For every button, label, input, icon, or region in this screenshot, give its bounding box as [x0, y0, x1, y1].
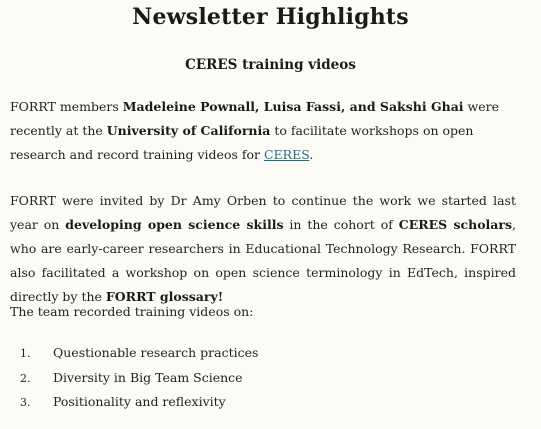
list-number: 3.	[20, 396, 31, 409]
list-item	[20, 390, 258, 415]
intro-paragraph	[10, 95, 516, 167]
list-text: Diversity in Big Team Science	[53, 369, 243, 385]
glossary-phrase: FORRT glossary!	[105, 289, 224, 304]
list-text: Positionality and reflexivity	[53, 394, 226, 409]
videos-intro: The team recorded training videos on:	[10, 304, 254, 319]
scholars-phrase: CERES scholars	[398, 217, 513, 232]
details-text-1: FORRT were invited by Dr Amy Orben to continue the work we started last year on	[10, 193, 516, 232]
university-name: University of California	[106, 123, 271, 138]
list-item	[20, 341, 258, 366]
details-text-2: in the cohort of	[283, 217, 399, 232]
list-item	[20, 366, 258, 391]
section-title: CERES training videos	[185, 57, 356, 73]
intro-text-3: to facilitate workshops on open research and record training videos for	[10, 123, 474, 162]
intro-text-2: were recently at the	[10, 99, 500, 138]
skills-phrase: developing open science skills	[65, 217, 284, 232]
page-title: Newsletter Highlights	[132, 4, 409, 30]
members-names: Madeleine Pownall, Luisa Fassi, and Sakshi Ghai	[122, 99, 464, 114]
intro-text-1: FORRT members	[10, 99, 123, 114]
video-topics-list	[20, 341, 258, 415]
list-number: 1.	[20, 347, 31, 360]
intro-text-4: .	[309, 147, 314, 162]
list-number: 2.	[20, 371, 31, 385]
details-paragraph	[10, 189, 516, 309]
ceres-link[interactable]: CERES	[263, 147, 310, 162]
list-text: Questionable research practices	[53, 345, 259, 360]
details-text-3: , who are early-career researchers in Educational Technology Research. FORRT also facilitated a workshop on open science terminology in EdTech, inspired directly by the	[10, 217, 516, 304]
